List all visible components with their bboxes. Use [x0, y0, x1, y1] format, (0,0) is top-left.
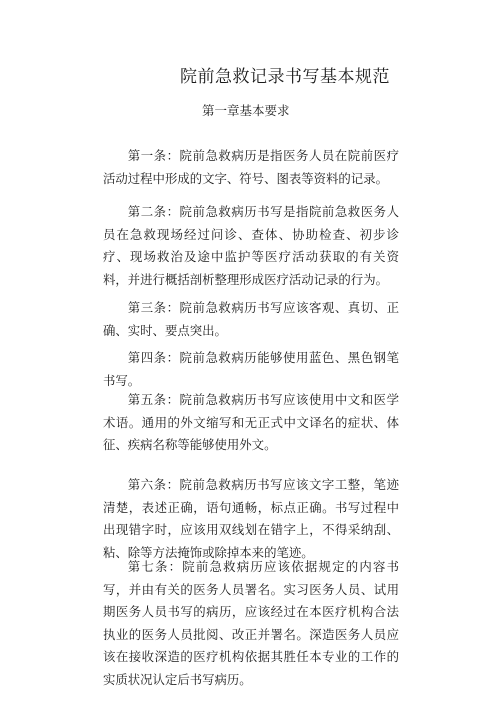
article-2-paragraph: 第二条：院前急救病历书写是指院前急救医务人员在急救现场经过问诊、查体、协助检查、初步诊疗、现场救治及途中监护等医疗活动获取的有关资料，并进行概括剖析整理形成医疗活动记录的行为。	[103, 204, 399, 287]
article-5-paragraph: 第五条：院前急救病历书写应该使用中文和医学术语。通用的外文缩写和无正式中文译名的症状、体征、疾病名称等能够使用外文。	[103, 392, 399, 453]
chapter-heading: 第一章基本要求	[202, 103, 290, 118]
article-6-paragraph: 第六条：院前急救病历书写应该文字工整，笔迹清楚，表述正确，语句通畅，标点正确。书写过程中出现错字时，应该用双线划在错字上，不得采纳刮、粘、除等方法掩饰或除掉本来的笔迹。	[103, 477, 399, 560]
document-title: 院前急救记录书写基本规范	[180, 67, 390, 87]
article-7-paragraph: 第七条：院前急救病历应该依据规定的内容书写，并由有关的医务人员署名。实习医务人员、试用期医务人员书写的病历，应该经过在本医疗机构合法执业的医务人员批阅、改正并署名。深造医务人员应该在接收深造的医疗机构依据其胜任本专业的工作的实质状况认定后书写病历。	[103, 559, 399, 687]
article-1-paragraph: 第一条：院前急救病历是指医务人员在院前医疗活动过程中形成的文字、符号、图表等资料的记录。	[103, 148, 399, 186]
article-4-paragraph: 第四条：院前急救病历能够使用蓝色、黑色钢笔书写。	[103, 350, 399, 388]
article-3-paragraph: 第三条：院前急救病历书写应该客观、真切、正确、实时、要点突出。	[103, 300, 399, 338]
